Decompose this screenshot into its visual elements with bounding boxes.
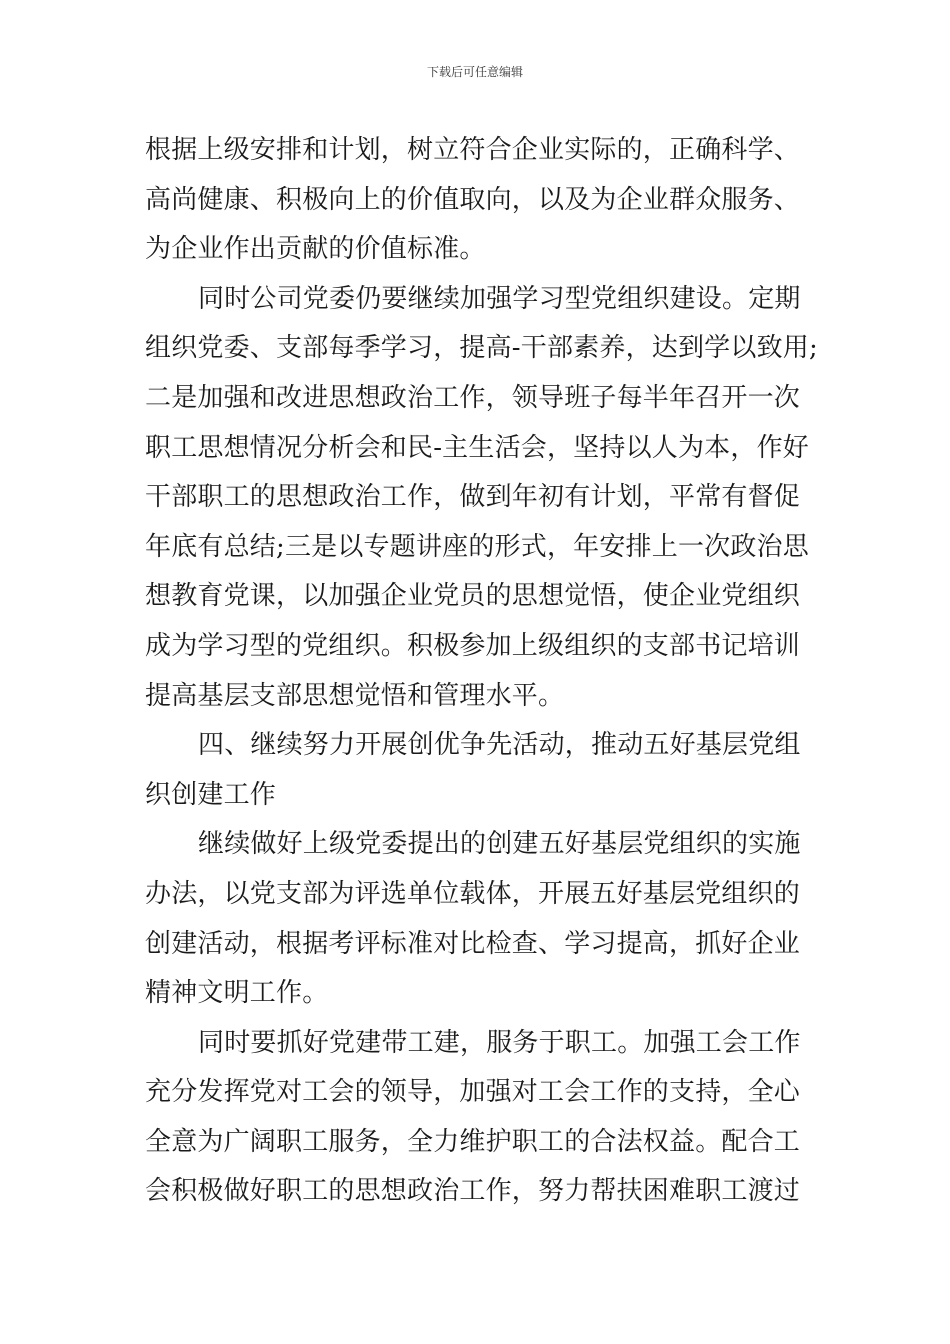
text-line: 职工思想情况分析会和民-主生活会，坚持以人为本，作好 bbox=[145, 432, 809, 463]
text-line: 提高基层支部思想觉悟和管理水平。 bbox=[145, 680, 565, 711]
text-line: 四、继续努力开展创优争先活动，推动五好基层党组 bbox=[198, 730, 801, 761]
text-line: 年底有总结;三是以专题讲座的形式，年安排上一次政治思 bbox=[145, 531, 809, 562]
text-line: 二是加强和改进思想政治工作，领导班子每半年召开一次 bbox=[145, 382, 801, 413]
paragraph-4 bbox=[145, 1019, 815, 1217]
document-body bbox=[145, 126, 818, 1217]
text-line: 根据上级安排和计划，树立符合企业实际的，正确科学、 bbox=[145, 135, 801, 165]
page-header: 下载后可任意编辑 bbox=[426, 65, 523, 79]
text-line: 充分发挥党对工会的领导，加强对工会工作的支持，全心 bbox=[145, 1077, 801, 1108]
paragraph-1 bbox=[145, 126, 815, 275]
text-line: 会积极做好职工的思想政治工作，努力帮扶困难职工渡过 bbox=[145, 1176, 801, 1207]
text-line: 为企业作出贡献的价值标准。 bbox=[145, 234, 486, 265]
text-line: 想教育党课，以加强企业党员的思想觉悟，使企业党组织 bbox=[145, 581, 801, 612]
text-line: 成为学习型的党组织。积极参加上级组织的支部书记培训 bbox=[145, 630, 801, 661]
text-line: 织创建工作 bbox=[145, 779, 277, 810]
text-line: 同时要抓好党建带工建，服务于职工。加强工会工作 bbox=[198, 1027, 801, 1058]
text-line: 组织党委、支部每季学习，提高-干部素养，达到学以致用; bbox=[145, 333, 818, 364]
text-line: 同时公司党委仍要继续加强学习型党组织建设。定期 bbox=[198, 283, 801, 314]
text-line: 高尚健康、积极向上的价值取向，以及为企业群众服务、 bbox=[145, 184, 801, 215]
paragraph-3 bbox=[145, 820, 815, 1018]
text-line: 精神文明工作。 bbox=[145, 978, 329, 1009]
text-line: 创建活动，根据考评标准对比检查、学习提高，抓好企业 bbox=[145, 928, 801, 959]
paragraph-2 bbox=[145, 275, 818, 721]
text-line: 干部职工的思想政治工作，做到年初有计划，平常有督促 bbox=[145, 482, 801, 513]
text-line: 办法，以党支部为评选单位载体，开展五好基层党组织的 bbox=[145, 878, 801, 909]
text-line: 继续做好上级党委提出的创建五好基层党组织的实施 bbox=[198, 829, 801, 860]
section-heading-4 bbox=[145, 721, 815, 820]
text-line: 全意为广阔职工服务，全力维护职工的合法权益。配合工 bbox=[145, 1126, 801, 1157]
